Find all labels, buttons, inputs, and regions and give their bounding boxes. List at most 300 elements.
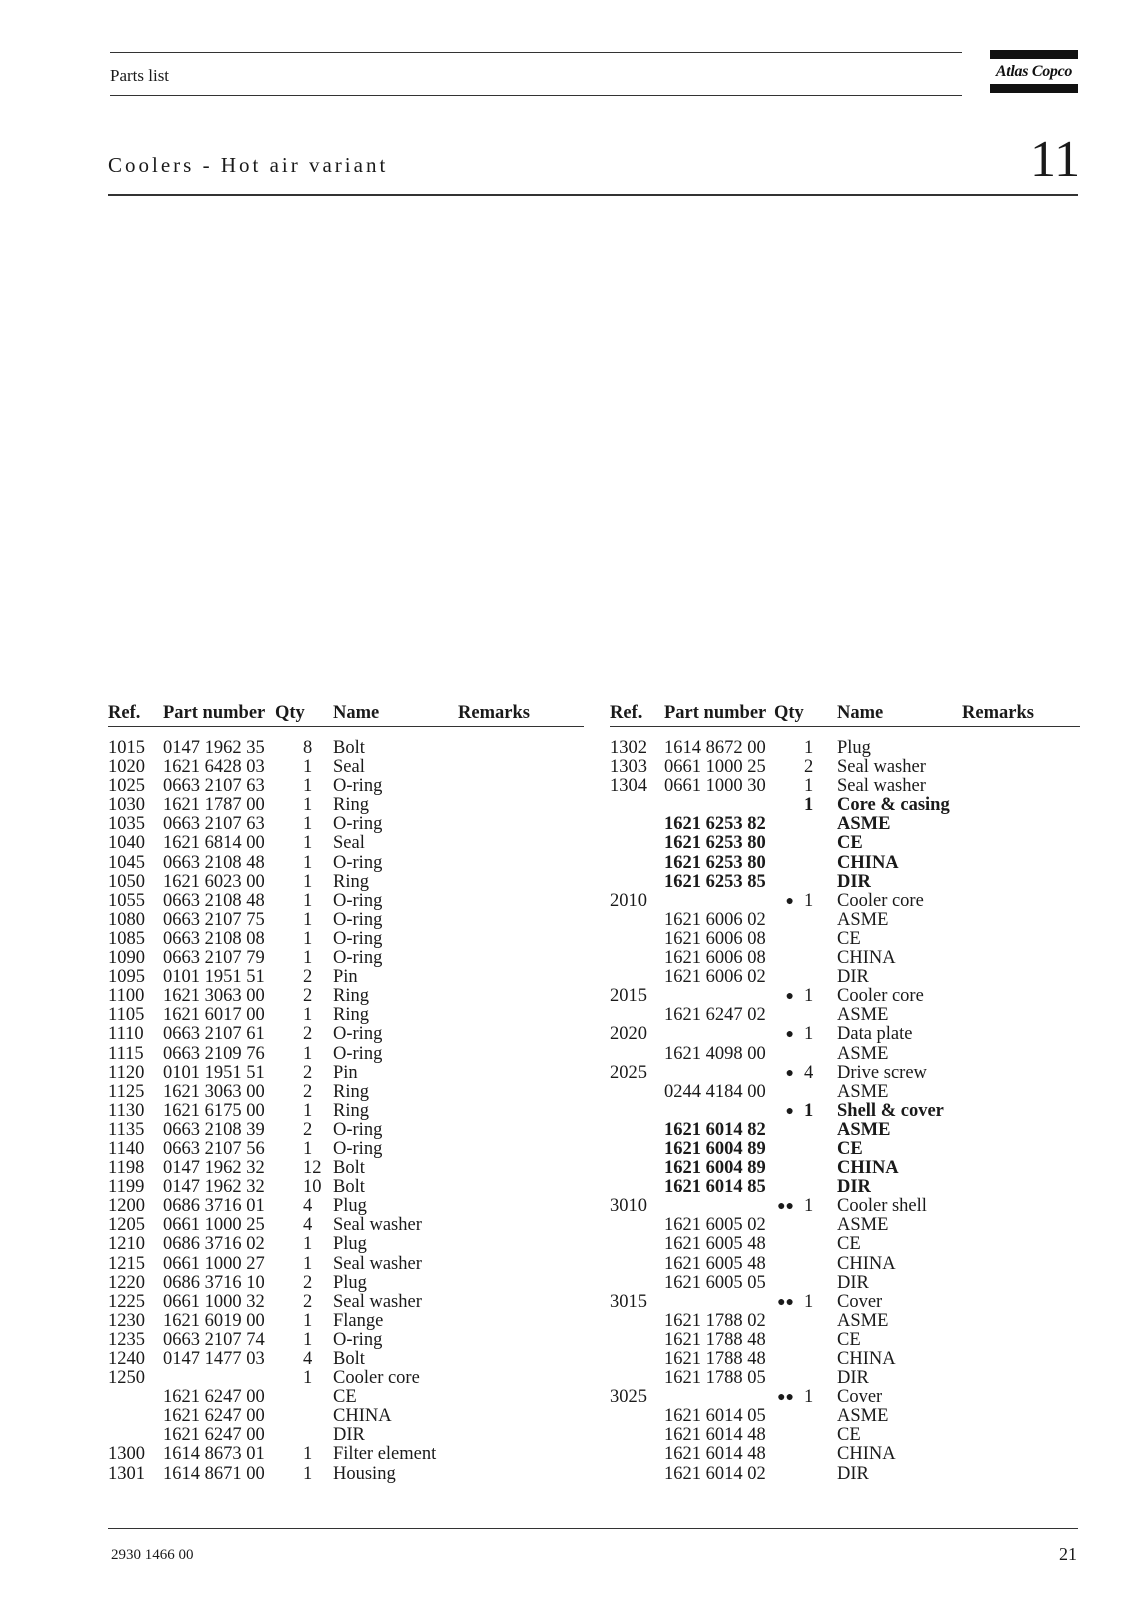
table-row [610, 987, 1080, 1006]
table-row [108, 1159, 584, 1178]
remarks-cell [962, 815, 1080, 834]
marker-cell [776, 1178, 804, 1197]
ref-cell: 1025 [108, 776, 145, 797]
qty-cell: 1 [303, 814, 313, 835]
marker-cell: ●● [777, 1390, 794, 1406]
name-cell: Filter element [333, 1444, 437, 1465]
marker-cell [776, 777, 804, 796]
qty-cell: 1 [303, 776, 313, 797]
qty-cell: 1 [303, 1100, 313, 1121]
part-number-cell: 1621 6247 00 [163, 1387, 265, 1408]
qty-cell [804, 1121, 837, 1140]
qty-cell: 1 [303, 948, 313, 969]
marker-cell [275, 949, 303, 968]
remarks-cell [962, 1197, 1080, 1216]
marker-cell [776, 1407, 804, 1426]
marker-cell: ● [785, 1027, 794, 1043]
qty-cell [804, 1178, 837, 1197]
marker-cell [275, 1465, 303, 1484]
qty-cell: 1 [303, 890, 313, 911]
remarks-cell [962, 1255, 1080, 1274]
qty-cell: 1 [303, 795, 313, 816]
table-row [610, 1045, 1080, 1064]
name-cell: CHINA [837, 1349, 896, 1369]
qty-cell [804, 1312, 837, 1331]
table-row [108, 1445, 584, 1464]
remarks-cell [962, 1102, 1080, 1121]
name-cell: Seal [333, 757, 365, 778]
name-cell: ASME [837, 814, 891, 835]
marker-cell [275, 1426, 303, 1445]
remarks-cell [458, 1465, 584, 1484]
marker-cell [776, 739, 804, 758]
part-number-cell: 1621 1788 02 [664, 1310, 766, 1331]
table-row [610, 1312, 1080, 1331]
ref-cell: 1205 [108, 1215, 145, 1236]
qty-cell: 4 [804, 1062, 814, 1083]
marker-cell [275, 777, 303, 796]
name-cell: Plug [333, 1234, 367, 1255]
remarks-cell [458, 1350, 584, 1369]
remarks-cell [962, 1465, 1080, 1484]
qty-cell [804, 1369, 837, 1388]
ref-cell: 3015 [610, 1291, 647, 1312]
remarks-cell [962, 930, 1080, 949]
marker-cell: ● [785, 989, 794, 1005]
remarks-cell [458, 1388, 584, 1407]
qty-cell [804, 911, 837, 930]
part-number-cell: 1621 6017 00 [163, 1005, 265, 1026]
remarks-cell [962, 892, 1080, 911]
parts-table-right-body [610, 727, 1080, 1484]
part-number-cell: 1614 8672 00 [664, 738, 766, 758]
remarks-cell [458, 1159, 584, 1178]
table-row [108, 815, 584, 834]
part-number-cell: 1621 6014 48 [664, 1425, 766, 1446]
ref-cell [610, 1235, 664, 1254]
part-number-cell: 0663 2109 76 [163, 1043, 265, 1064]
remarks-cell [458, 739, 584, 758]
ref-cell [610, 1274, 664, 1293]
qty-cell [804, 949, 837, 968]
ref-cell: 1198 [108, 1158, 145, 1179]
remarks-cell [962, 1216, 1080, 1235]
marker-cell [275, 911, 303, 930]
name-cell: ASME [837, 1005, 889, 1026]
ref-cell: 3010 [610, 1196, 647, 1217]
name-cell: Seal washer [333, 1253, 422, 1274]
remarks-cell [458, 1006, 584, 1025]
qty-cell: 1 [804, 1024, 814, 1045]
ref-cell: 1040 [108, 833, 145, 854]
remarks-cell [962, 1025, 1080, 1044]
part-number-cell: 1614 8673 01 [163, 1444, 265, 1465]
qty-cell [303, 1407, 333, 1426]
header-rule [110, 95, 962, 96]
marker-cell [776, 1159, 804, 1178]
qty-cell [804, 873, 837, 892]
table-row [610, 873, 1080, 892]
marker-cell [776, 1312, 804, 1331]
name-cell: DIR [837, 1177, 871, 1198]
name-cell: DIR [837, 1272, 869, 1293]
document-number: 2930 1466 00 [111, 1547, 194, 1563]
ref-cell: 1304 [610, 776, 647, 797]
col-header-remarks: Remarks [962, 700, 1080, 727]
name-cell: CHINA [837, 1444, 896, 1465]
qty-cell: 1 [303, 852, 313, 873]
remarks-cell [962, 1140, 1080, 1159]
qty-cell: 2 [303, 967, 313, 988]
name-cell: Shell & cover [837, 1100, 944, 1121]
table-row [610, 1331, 1080, 1350]
marker-cell [776, 1216, 804, 1235]
marker-cell [275, 815, 303, 834]
qty-cell: 1 [303, 1463, 313, 1484]
remarks-cell [458, 1407, 584, 1426]
name-cell: Cover [837, 1291, 883, 1312]
part-number-cell: 0101 1951 51 [163, 1062, 265, 1083]
table-row [610, 1255, 1080, 1274]
table-row [610, 1197, 1080, 1216]
table-header-row [108, 700, 584, 727]
ref-cell [108, 1407, 163, 1426]
remarks-cell [458, 1255, 584, 1274]
qty-cell: 1 [303, 1329, 313, 1350]
ref-cell: 1303 [610, 757, 647, 778]
ref-cell [610, 949, 664, 968]
name-cell: CHINA [333, 1406, 392, 1427]
qty-cell [303, 1426, 333, 1445]
marker-cell [275, 1121, 303, 1140]
qty-cell: 1 [804, 1291, 814, 1312]
remarks-cell [962, 1350, 1080, 1369]
name-cell: Ring [333, 1005, 369, 1026]
name-cell: ASME [837, 1119, 891, 1140]
ref-cell [610, 1255, 664, 1274]
table-row [610, 1121, 1080, 1140]
part-number-cell [163, 1369, 275, 1388]
ref-cell [610, 796, 664, 815]
ref-cell: 1035 [108, 814, 145, 835]
name-cell: Cooler core [333, 1368, 420, 1389]
remarks-cell [962, 1388, 1080, 1407]
remarks-cell [962, 911, 1080, 930]
part-number-cell: 1621 6005 48 [664, 1253, 766, 1274]
part-number-cell: 1621 3063 00 [163, 986, 265, 1007]
remarks-cell [962, 1274, 1080, 1293]
table-row [610, 834, 1080, 853]
table-row [610, 1140, 1080, 1159]
ref-cell [610, 1312, 664, 1331]
ref-cell [610, 1159, 664, 1178]
ref-cell: 1199 [108, 1177, 145, 1198]
part-number-cell: 1621 6247 00 [163, 1425, 265, 1446]
remarks-cell [962, 758, 1080, 777]
table-row [108, 873, 584, 892]
marker-cell [275, 1407, 303, 1426]
part-number-cell: 1621 1788 48 [664, 1349, 766, 1369]
ref-cell [108, 1388, 163, 1407]
table-row [108, 1388, 584, 1407]
col-header-name: Name [333, 700, 458, 727]
remarks-cell [458, 854, 584, 873]
ref-cell [610, 911, 664, 930]
name-cell: CE [837, 1425, 861, 1446]
ref-cell: 2025 [610, 1062, 647, 1083]
name-cell: Cover [837, 1387, 883, 1408]
name-cell: CE [837, 928, 861, 949]
name-cell: Pin [333, 967, 358, 988]
qty-cell: 1 [804, 1100, 814, 1121]
ref-cell: 1110 [108, 1024, 144, 1045]
remarks-cell [962, 1159, 1080, 1178]
marker-cell [275, 1274, 303, 1293]
table-row [610, 815, 1080, 834]
qty-cell: 1 [303, 1234, 313, 1255]
qty-cell [804, 1045, 837, 1064]
part-number-cell [664, 987, 776, 1006]
qty-cell [804, 815, 837, 834]
part-number-cell: 1621 6014 82 [664, 1119, 766, 1140]
qty-cell [804, 1465, 837, 1484]
table-row [610, 1235, 1080, 1254]
name-cell: ASME [837, 1043, 889, 1064]
ref-cell: 1085 [108, 928, 145, 949]
part-number-cell: 1621 6023 00 [163, 871, 265, 892]
name-cell: O-ring [333, 1138, 383, 1159]
name-cell: Pin [333, 1062, 358, 1083]
ref-cell [610, 1216, 664, 1235]
marker-cell [776, 1465, 804, 1484]
table-row [610, 1274, 1080, 1293]
part-number-cell: 1621 1788 48 [664, 1329, 766, 1350]
ref-cell [610, 1006, 664, 1025]
ref-cell: 2015 [610, 986, 647, 1007]
part-number-cell: 0147 1477 03 [163, 1349, 265, 1369]
part-number-cell: 0661 1000 32 [163, 1291, 265, 1312]
table-row [108, 796, 584, 815]
qty-cell [804, 1140, 837, 1159]
part-number-cell: 1621 6247 02 [664, 1005, 766, 1026]
ref-cell [610, 1121, 664, 1140]
marker-cell [776, 873, 804, 892]
part-number-cell [664, 892, 776, 911]
name-cell: O-ring [333, 1329, 383, 1350]
marker-cell: ● [785, 1065, 794, 1081]
brand-logo-text: Atlas Copco [995, 63, 1073, 80]
remarks-cell [458, 1064, 584, 1083]
ref-cell: 1115 [108, 1043, 144, 1064]
marker-cell [275, 1331, 303, 1350]
footer-rule [108, 1528, 1078, 1529]
part-number-cell: 1621 6253 82 [664, 814, 766, 835]
marker-cell: ● [785, 893, 794, 909]
table-row [108, 1197, 584, 1216]
remarks-cell [962, 1121, 1080, 1140]
name-cell: O-ring [333, 814, 383, 835]
marker-cell [776, 930, 804, 949]
ref-cell [610, 873, 664, 892]
name-cell: DIR [837, 1368, 869, 1389]
page-number: 21 [1059, 1544, 1077, 1564]
qty-cell [804, 930, 837, 949]
table-row [610, 796, 1080, 815]
name-cell: O-ring [333, 909, 383, 930]
table-row [108, 1121, 584, 1140]
remarks-cell [458, 758, 584, 777]
qty-cell [804, 854, 837, 873]
part-number-cell: 0663 2107 56 [163, 1138, 265, 1159]
remarks-cell [458, 1197, 584, 1216]
marker-cell [275, 1293, 303, 1312]
marker-cell [776, 854, 804, 873]
ref-cell: 1250 [108, 1368, 145, 1389]
name-cell: ASME [837, 1215, 889, 1236]
table-row [108, 987, 584, 1006]
remarks-cell [458, 796, 584, 815]
marker-cell [776, 1331, 804, 1350]
qty-cell: 1 [804, 890, 814, 911]
marker-cell [275, 1197, 303, 1216]
marker-cell [275, 1006, 303, 1025]
remarks-cell [962, 968, 1080, 987]
ref-cell: 1300 [108, 1444, 145, 1465]
marker-cell [275, 854, 303, 873]
table-row [108, 1369, 584, 1388]
part-number-cell: 0663 2108 08 [163, 928, 265, 949]
name-cell: Flange [333, 1310, 384, 1331]
table-row [108, 1083, 584, 1102]
name-cell: Core & casing [837, 795, 950, 816]
ref-cell: 2020 [610, 1024, 647, 1045]
remarks-cell [458, 949, 584, 968]
qty-cell: 1 [303, 757, 313, 778]
name-cell: Ring [333, 795, 369, 816]
part-number-cell: 1621 6006 02 [664, 909, 766, 930]
table-row [108, 930, 584, 949]
remarks-cell [458, 1331, 584, 1350]
ref-cell [610, 968, 664, 987]
name-cell: Bolt [333, 1158, 365, 1179]
qty-cell [804, 968, 837, 987]
ref-cell [610, 1083, 664, 1102]
ref-cell: 1055 [108, 890, 145, 911]
marker-cell [275, 1350, 303, 1369]
part-number-cell: 1621 6004 89 [664, 1158, 766, 1179]
part-number-cell: 1621 6253 85 [664, 871, 766, 892]
remarks-cell [962, 834, 1080, 853]
remarks-cell [962, 1045, 1080, 1064]
part-number-cell: 0663 2108 48 [163, 852, 265, 873]
name-cell: CE [333, 1387, 357, 1408]
remarks-cell [458, 987, 584, 1006]
name-cell: CHINA [837, 1158, 899, 1179]
name-cell: Seal washer [837, 776, 926, 797]
remarks-cell [962, 1331, 1080, 1350]
table-row [108, 1216, 584, 1235]
name-cell: O-ring [333, 928, 383, 949]
marker-cell [776, 1350, 804, 1369]
table-row [108, 834, 584, 853]
name-cell: Cooler shell [837, 1196, 927, 1217]
table-row [108, 1025, 584, 1044]
name-cell: O-ring [333, 1024, 383, 1045]
table-row [108, 1312, 584, 1331]
table-row [108, 1293, 584, 1312]
remarks-cell [962, 1445, 1080, 1464]
marker-cell [776, 1369, 804, 1388]
marker-cell [776, 1274, 804, 1293]
part-number-cell: 0663 2107 63 [163, 776, 265, 797]
name-cell: Bolt [333, 1349, 365, 1369]
name-cell: Bolt [333, 1177, 365, 1198]
part-number-cell: 1621 1787 00 [163, 795, 265, 816]
name-cell: CE [837, 1234, 861, 1255]
remarks-cell [962, 949, 1080, 968]
marker-cell [776, 815, 804, 834]
table-row [108, 1006, 584, 1025]
table-row [610, 1083, 1080, 1102]
marker-cell [275, 1216, 303, 1235]
remarks-cell [458, 1178, 584, 1197]
remarks-cell [458, 1025, 584, 1044]
parts-table-left-body [108, 727, 584, 1484]
ref-cell [610, 1407, 664, 1426]
table-row [108, 758, 584, 777]
part-number-cell: 0663 2108 39 [163, 1119, 265, 1140]
qty-cell [804, 1426, 837, 1445]
marker-cell [776, 911, 804, 930]
part-number-cell [664, 1025, 776, 1044]
remarks-cell [458, 1083, 584, 1102]
marker-cell [275, 1255, 303, 1274]
page-title: Coolers - Hot air variant [108, 153, 389, 177]
part-number-cell: 1621 6006 08 [664, 948, 766, 969]
ref-cell: 1030 [108, 795, 145, 816]
parts-table-left [108, 700, 584, 1484]
ref-cell [610, 1140, 664, 1159]
part-number-cell: 1621 4098 00 [664, 1043, 766, 1064]
remarks-cell [458, 930, 584, 949]
remarks-cell [962, 1293, 1080, 1312]
table-row [108, 1140, 584, 1159]
name-cell: ASME [837, 1081, 889, 1102]
qty-cell: 4 [303, 1196, 313, 1217]
name-cell: Ring [333, 1081, 369, 1102]
name-cell: ASME [837, 1406, 889, 1427]
marker-cell [275, 796, 303, 815]
name-cell: Cooler core [837, 890, 924, 911]
marker-cell [776, 1045, 804, 1064]
marker-cell [275, 1369, 303, 1388]
part-number-cell: 0661 1000 30 [664, 776, 766, 797]
parts-table-right [610, 700, 1080, 1484]
part-number-cell [664, 796, 776, 815]
name-cell: Seal washer [333, 1215, 422, 1236]
chapter-number: 11 [1030, 131, 1081, 188]
ref-cell: 1140 [108, 1138, 145, 1159]
qty-cell [804, 1235, 837, 1254]
ref-cell: 2010 [610, 890, 647, 911]
ref-cell: 1215 [108, 1253, 145, 1274]
ref-cell: 1020 [108, 757, 145, 778]
name-cell: ASME [837, 909, 889, 930]
name-cell: CE [837, 833, 863, 854]
marker-cell [275, 873, 303, 892]
part-number-cell: 1614 8671 00 [163, 1463, 265, 1484]
name-cell: Cooler core [837, 986, 924, 1007]
